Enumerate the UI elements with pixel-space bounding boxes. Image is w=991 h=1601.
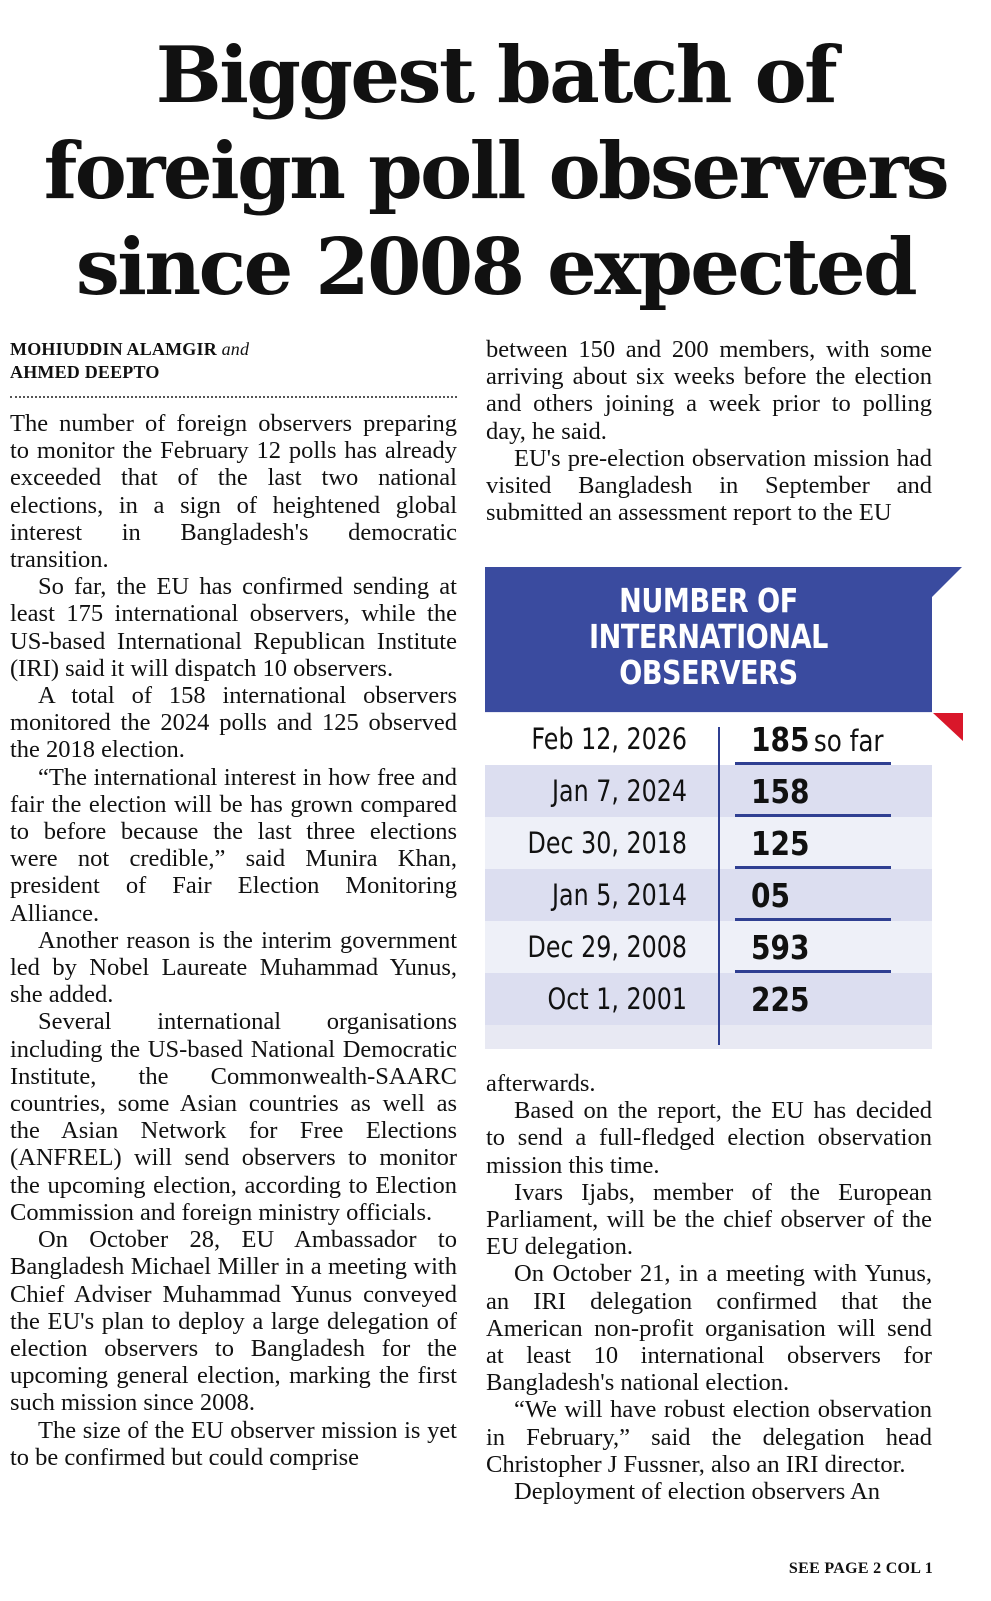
byline-author-1: MOHIUDDIN ALAMGIR <box>10 339 217 359</box>
body-column-right-bottom <box>486 1070 932 1505</box>
headline <box>0 28 991 316</box>
body-paragraph: “The international interest in how free and fair the election will be has grown compared to before because the last three elections were not credible,” said Munira Khan, president of Fair Election Monitoring Alliance. <box>10 763 457 927</box>
table-value-suffix: so far <box>813 724 884 758</box>
infobox-title-line-2: INTERNATIONAL <box>588 617 829 656</box>
table-value <box>751 980 810 1019</box>
table-row <box>485 817 932 869</box>
table-row <box>485 869 932 921</box>
table-row <box>485 921 932 973</box>
body-paragraph: On October 21, in a meeting with Yunus, an IRI delegation confirmed that the American non-profit organisation will send at least 10 international observers for Bangladesh's national election. <box>486 1260 932 1397</box>
table-date: Feb 12, 2026 <box>531 722 687 756</box>
table-row-rule <box>735 918 891 921</box>
infobox-title-line-1: NUMBER OF <box>619 581 798 620</box>
body-column-left <box>10 410 457 1471</box>
body-paragraph: EU's pre-election observation mission had visited Bangladesh in September and submitted an assessment report to the EU <box>486 444 932 527</box>
table-value-number: 185 <box>751 720 810 759</box>
red-corner-flag <box>933 713 963 741</box>
infobox-header-corner <box>932 567 962 597</box>
table-row <box>485 713 932 765</box>
byline-divider <box>10 396 457 398</box>
table-value <box>751 720 884 759</box>
table-row-rule <box>735 762 891 765</box>
table-value <box>751 772 810 811</box>
table-row <box>485 973 932 1025</box>
body-paragraph: “We will have robust election observation in February,” said the delegation head Christopher J Fussner, also an IRI director. <box>486 1396 932 1478</box>
body-paragraph: afterwards. <box>486 1070 596 1097</box>
infobox-header <box>485 567 932 712</box>
table-value-number: 158 <box>751 772 810 811</box>
table-column-divider <box>718 727 720 1045</box>
table-row <box>485 765 932 817</box>
body-paragraph: Another reason is the interim government led by Nobel Laureate Muhammad Yunus, she added. <box>10 926 457 1009</box>
byline <box>10 338 457 384</box>
headline-line-1: Biggest batch of <box>155 30 836 121</box>
body-paragraph: between 150 and 200 members, with some arriving about six weeks before the election and others joining a week prior to polling day, he said. <box>486 336 932 445</box>
table-value <box>751 824 810 863</box>
body-paragraph: So far, the EU has confirmed sending at least 175 international observers, while the US-based International Republican Institute (IRI) said it will dispatch 10 observers. <box>10 573 457 682</box>
table-value-number: 05 <box>751 876 791 915</box>
table-value-number: 125 <box>751 824 810 863</box>
headline-line-3: since 2008 expected <box>75 222 916 313</box>
observers-infobox <box>485 567 932 1049</box>
continued-jump-link: SEE PAGE 2 COL 1 <box>788 1560 933 1577</box>
byline-conjunction: and <box>221 339 250 359</box>
body-paragraph: Several international organisations including the US-based National Democratic Institute, the Commonwealth-SAARC countries, some Asian countries as well as the Asian Network for Free Elections (ANFREL) will send observers to monitor the upcoming election, according to Election Commission and foreign ministry officials. <box>10 1008 457 1226</box>
table-date: Jan 5, 2014 <box>552 878 687 912</box>
table-row-rule <box>735 866 891 869</box>
table-date: Dec 30, 2018 <box>527 826 687 860</box>
table-value-number: 593 <box>751 928 810 967</box>
infobox-title-line-3: OBSERVERS <box>619 653 798 692</box>
table-row-rule <box>735 814 891 817</box>
body-paragraph: Ivars Ijabs, member of the European Parliament, will be the chief observer of the EU delegation. <box>486 1178 932 1261</box>
byline-author-2: AHMED DEEPTO <box>10 362 160 382</box>
body-column-right-top <box>486 336 932 526</box>
infobox-title <box>525 583 892 691</box>
headline-line-2: foreign poll observers <box>43 126 948 217</box>
body-paragraph: Deployment of election observers An <box>514 1478 881 1506</box>
body-paragraph: A total of 158 international observers monitored the 2024 polls and 125 observed the 2018 election. <box>10 682 457 764</box>
body-paragraph: Based on the report, the EU has decided to send a full-fledged election observation mission this time. <box>486 1097 932 1179</box>
table-date: Jan 7, 2024 <box>552 774 687 808</box>
body-paragraph: The number of foreign observers preparing to monitor the February 12 polls has already exceeded that of the last two national elections, in a sign of heightened global interest in Bangladesh's democratic transition. <box>10 410 457 574</box>
table-row-rule <box>735 970 891 973</box>
table-value-number: 225 <box>751 980 810 1019</box>
table-date: Oct 1, 2001 <box>547 982 687 1016</box>
body-paragraph: On October 28, EU Ambassador to Bangladesh Michael Miller in a meeting with Chief Adviser Muhammad Yunus conveyed the EU's plan to deploy a large delegation of election observers to Bangladesh for the upcoming general election, marking the first such mission since 2008. <box>10 1226 457 1417</box>
table-value <box>751 876 790 915</box>
body-paragraph: The size of the EU observer mission is yet to be confirmed but could comprise <box>10 1416 457 1471</box>
table-value <box>751 928 810 967</box>
table-date: Dec 29, 2008 <box>527 930 687 964</box>
